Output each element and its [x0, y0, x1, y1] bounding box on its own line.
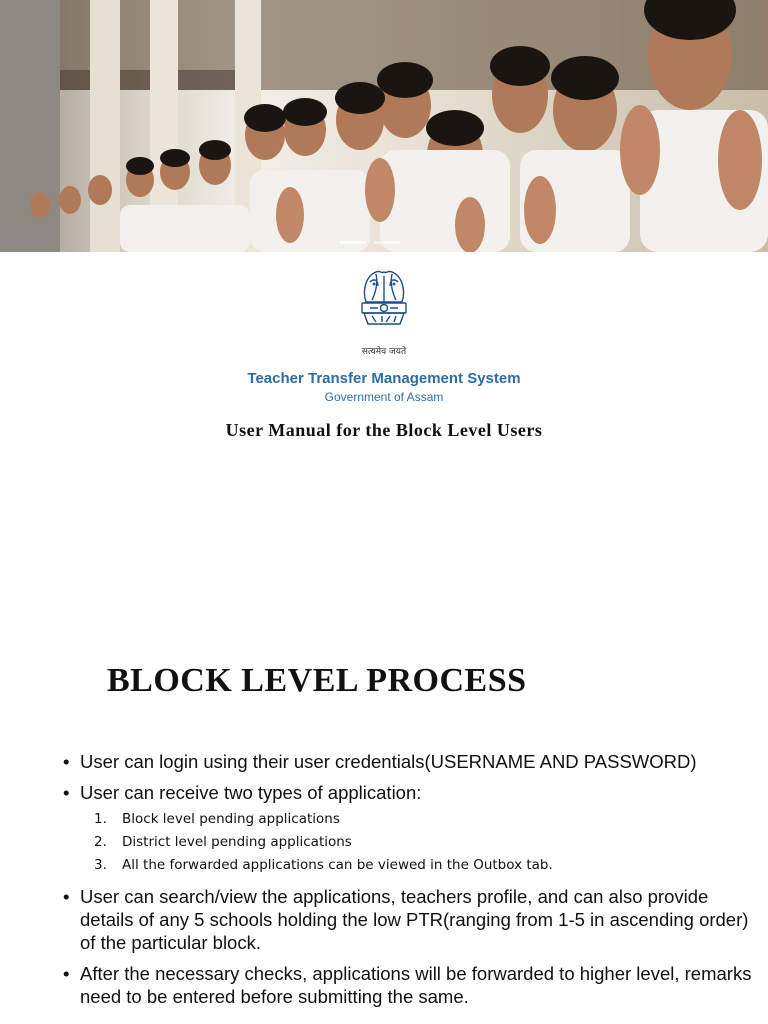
- list-number: 1.: [94, 811, 107, 827]
- manual-title: User Manual for the Block Level Users: [225, 420, 543, 440]
- process-bullet-list: [60, 750, 760, 1016]
- carousel-dot-2[interactable]: [374, 241, 400, 244]
- list-text: Block level pending applications: [122, 811, 340, 827]
- ashoka-emblem-icon: [352, 262, 416, 354]
- list-number: 3.: [94, 857, 107, 873]
- bullet-login: • User can login using their user credentials(USERNAME AND PASSWORD): [60, 750, 760, 773]
- application-types-list: [60, 808, 760, 877]
- list-item: [60, 854, 760, 877]
- list-text: All the forwarded applications can be viewed in the Outbox tab.: [122, 857, 553, 873]
- list-text: District level pending applications: [122, 834, 352, 850]
- children-praying-photo: [0, 0, 768, 252]
- bullet-search-view: • User can search/view the applications, teachers profile, and can also provide details of any 5 schools holding the low PTR(ranging from 1-5 in ascending order) of the particular block.: [60, 885, 760, 954]
- hero-banner: [0, 0, 768, 252]
- bullet-forward: • After the necessary checks, applications will be forwarded to higher level, remarks need to be entered before submitting the same.: [60, 962, 760, 1008]
- carousel-indicator: [340, 241, 430, 247]
- list-item: [60, 831, 760, 854]
- bullet-application-types: • User can receive two types of application:: [60, 781, 760, 804]
- carousel-dot-1[interactable]: [340, 241, 366, 244]
- system-subtitle: Government of Assam: [324, 390, 444, 404]
- title-slide: [0, 252, 768, 632]
- process-heading: BLOCK LEVEL PROCESS: [107, 662, 527, 699]
- list-number: 2.: [94, 834, 107, 850]
- list-item: [60, 808, 760, 831]
- system-title: Teacher Transfer Management System: [247, 370, 521, 387]
- national-motto: सत्यमेव जयते: [361, 347, 407, 357]
